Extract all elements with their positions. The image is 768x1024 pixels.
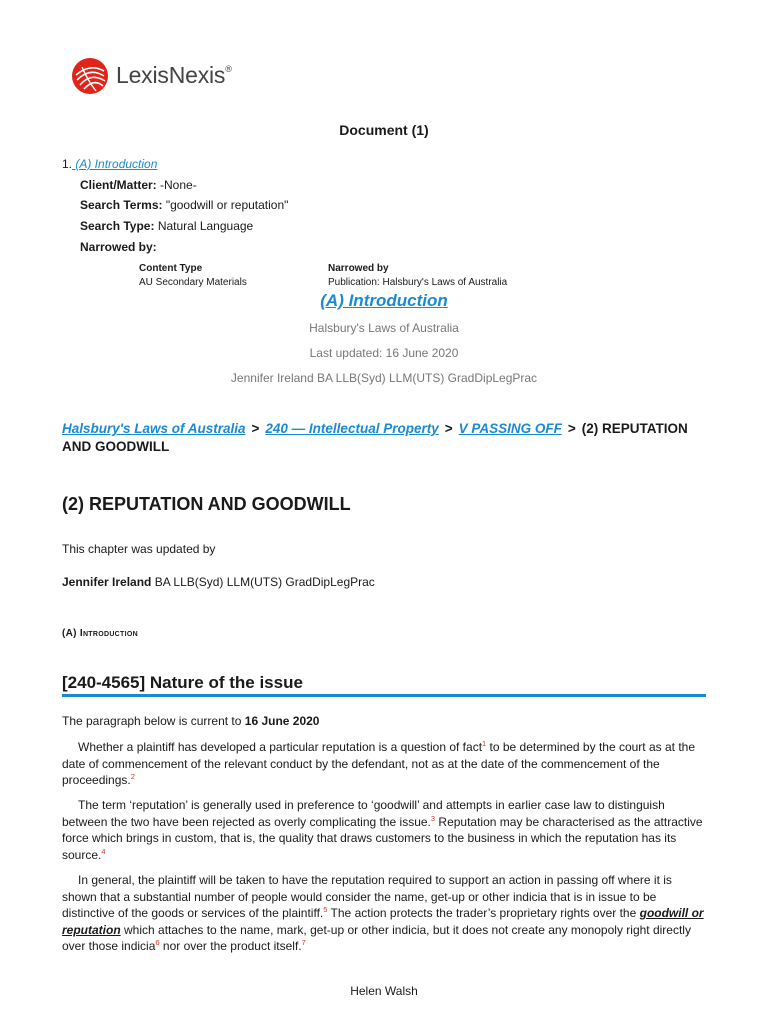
search-terms-value: "goodwill or reputation" [162,198,289,212]
client-matter [80,178,197,192]
search-term-highlight: goodwill or reputation [62,906,704,937]
chapter-updated-by: This chapter was updated by [62,542,216,556]
breadcrumb-separator: > [444,421,453,436]
content-type-heading: Content Type [139,263,203,274]
breadcrumb-link-chapter[interactable]: V PASSING OFF [458,421,562,436]
chapter-author-quals: BA LLB(Syd) LLM(UTS) GradDipLegPrac [151,575,375,589]
client-matter-value: -None- [156,178,197,192]
result-item [62,157,157,171]
currency-date: 16 June 2020 [244,714,320,728]
paragraph-heading: [240-4565] Nature of the issue [62,673,303,692]
chapter-heading: (2) REPUTATION AND GOODWILL [62,494,351,514]
footnote-ref-7[interactable]: 7 [301,938,306,947]
footnote-ref-2[interactable]: 2 [130,772,135,781]
last-updated: Last updated: 16 June 2020 [309,346,459,360]
body-paragraph-1: Whether a plaintiff has developed a particular reputation is a question of fact$^1$ to be determined by the court as at the date of commencement of the relevant conduct by the defendant, not as at the date of the commencement of the proceedings.$^2$ [62,739,695,787]
doc-author: Jennifer Ireland BA LLB(Syd) LLM(UTS) GradDipLegPrac [230,371,538,385]
footnote-ref-5[interactable]: 5 [323,905,328,914]
narrowed-by-value: Publication: Halsbury's Laws of Australia [328,277,508,288]
client-matter-label: Client/Matter: [80,178,157,192]
chapter-author [62,575,375,589]
footnote-ref-6[interactable]: 6 [155,938,160,947]
footnote-ref-1[interactable]: 1 [482,739,487,748]
search-type-value: Natural Language [154,219,254,233]
footer-user: Helen Walsh [350,984,418,998]
heading-rule [62,694,706,697]
narrowed-by-heading: Narrowed by [328,263,389,274]
lexisnexis-logo-icon [70,55,110,95]
search-terms-label: Search Terms: [80,198,163,212]
breadcrumb-link-publication[interactable]: Halsbury's Laws of Australia [62,421,246,436]
search-type [80,219,253,233]
result-link[interactable]: (A) Introduction [72,157,158,171]
chapter-author-name: Jennifer Ireland [62,575,152,589]
document-title: Document (1) [339,122,429,138]
lexisnexis-logo [70,55,232,95]
result-number: 1. [62,157,73,171]
content-type-value: AU Secondary Materials [139,277,247,288]
footnote-ref-4[interactable]: 4 [101,846,106,856]
breadcrumb [62,420,702,456]
publication-name: Halsbury's Laws of Australia [309,321,459,335]
narrowed-by-label: Narrowed by: [80,240,157,254]
breadcrumb-separator: > [251,421,260,436]
section-label: (A) Introduction [62,628,138,639]
body-paragraph-3: In general, the plaintiff will be taken to have the reputation required to support an action in passing off where it is shown that a substantial number of people would consider the name, get-up or other indicia that is in issue to be distinctive of the goods or services of the plaintiff.$^5$ The action protects the trader’s proprietary rights over the goodwill or reputation which attaches to the name, mark, get-up or other indicia, but it does not create any monopoly right directly over those indicia$^6$ nor over the product itself.$^7$ [62,873,704,953]
search-terms [80,198,288,212]
logo-wordmark: LexisNexis® [116,61,232,88]
search-type-label: Search Type: [80,219,155,233]
body-paragraph-2: The term ‘reputation’ is generally used in preference to ‘goodwill’ and attempts in earlier case law to distinguish between the two have been rejected as overly complicating the issue.$^3$ Reputation may be characterised as the attractive force which brings in custom, that is, the quality that draws customers to the business in which the reputation has its source.$^4$ [62,798,703,862]
breadcrumb-link-title[interactable]: 240 — Intellectual Property [265,421,439,436]
footnote-ref-3[interactable]: 3 [430,813,436,823]
breadcrumb-current: (2) REPUTATION AND GOODWILL [62,421,688,454]
currency-note: The paragraph below is current to 16 June 2020 [62,714,320,728]
doc-heading-link[interactable]: (A) Introduction [320,291,448,310]
breadcrumb-separator: > [567,421,576,436]
